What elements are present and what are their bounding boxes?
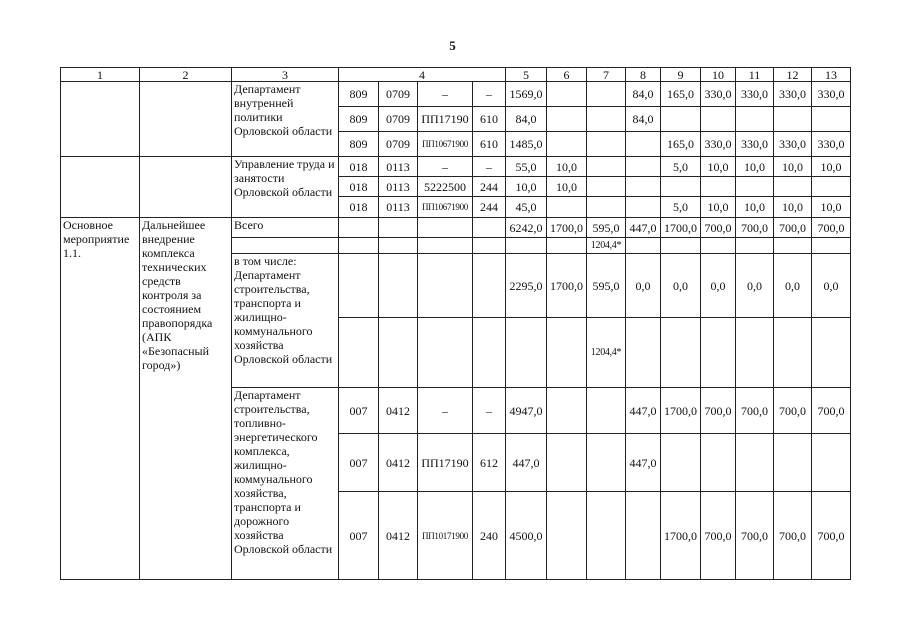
value-cell: 10,0 [812,157,851,177]
code-cell: 0412 [379,434,418,492]
code-cell: 0709 [379,107,418,132]
code-cell: ПП10171900 [418,492,473,580]
executor-name: Департамент внутренней политики Орловской области [232,82,339,157]
header-cell: 13 [812,68,851,82]
code-cell: 244 [473,197,506,218]
value-cell: 10,0 [774,197,812,218]
value-cell: 10,0 [701,197,736,218]
value-cell [547,132,587,157]
value-cell: 700,0 [812,388,851,434]
value-cell: 1700,0 [547,218,587,238]
code-cell: 809 [339,82,379,107]
value-cell: 165,0 [661,132,701,157]
empty-cell [701,238,736,254]
value-cell: 84,0 [626,82,661,107]
value-cell: 0,0 [812,254,851,318]
header-cell: 6 [547,68,587,82]
code-cell: 809 [339,107,379,132]
value-cell: 10,0 [506,177,547,197]
empty-cell [473,238,506,254]
value-cell: 5,0 [661,157,701,177]
value-cell [547,492,587,580]
value-cell: 5,0 [661,197,701,218]
value-cell: 84,0 [506,107,547,132]
empty-cell [626,238,661,254]
empty-cell [812,238,851,254]
value-cell [547,197,587,218]
value-cell [812,107,851,132]
header-cell: 9 [661,68,701,82]
value-cell: 700,0 [701,388,736,434]
value-cell: 330,0 [774,82,812,107]
empty-cell [701,318,736,388]
empty-cell [812,318,851,388]
empty-cell [140,82,232,157]
value-cell: 700,0 [812,492,851,580]
empty-cell [140,157,232,218]
value-cell [587,157,626,177]
code-cell: – [473,388,506,434]
header-cell: 1 [61,68,140,82]
code-cell: – [418,388,473,434]
value-cell: 10,0 [547,157,587,177]
value-cell [661,107,701,132]
value-cell [587,177,626,197]
empty-cell [626,318,661,388]
value-cell: 595,0 [587,254,626,318]
empty-cell [418,318,473,388]
header-cell: 4 [339,68,506,82]
value-cell [587,388,626,434]
value-cell: 1569,0 [506,82,547,107]
value-cell [587,132,626,157]
header-cell: 8 [626,68,661,82]
value-cell: 330,0 [701,132,736,157]
code-cell: 5222500 [418,177,473,197]
value-cell: 1485,0 [506,132,547,157]
value-cell [587,107,626,132]
value-cell: 330,0 [736,82,774,107]
value-cell [812,177,851,197]
budget-table [60,67,887,580]
value-cell: 165,0 [661,82,701,107]
value-cell [701,434,736,492]
value-cell: 447,0 [626,434,661,492]
header-cell: 5 [506,68,547,82]
value-cell: 10,0 [736,157,774,177]
value-cell [774,107,812,132]
code-cell: 610 [473,107,506,132]
value-cell [587,82,626,107]
footnote-value: 1204,4* [587,238,626,254]
value-cell: 447,0 [506,434,547,492]
table-row [61,157,887,177]
value-cell: 700,0 [736,388,774,434]
value-cell: 700,0 [701,218,736,238]
value-cell [587,434,626,492]
value-cell: 0,0 [774,254,812,318]
value-cell: 84,0 [626,107,661,132]
value-cell [547,434,587,492]
value-cell: 595,0 [587,218,626,238]
value-cell [701,177,736,197]
empty-cell [418,238,473,254]
empty-cell [379,254,418,318]
value-cell [626,157,661,177]
value-cell [661,177,701,197]
value-cell: 10,0 [701,157,736,177]
empty-cell [418,254,473,318]
empty-cell [61,157,140,218]
value-cell [661,434,701,492]
value-cell: 0,0 [661,254,701,318]
empty-cell [736,238,774,254]
value-cell [587,492,626,580]
value-cell: 700,0 [774,218,812,238]
empty-cell [339,218,379,238]
value-cell: 45,0 [506,197,547,218]
value-cell: 0,0 [736,254,774,318]
empty-cell [339,238,379,254]
empty-cell [379,318,418,388]
header-cell: 3 [232,68,339,82]
empty-cell [339,318,379,388]
code-cell: – [418,82,473,107]
empty-cell [473,254,506,318]
code-cell: – [473,82,506,107]
empty-cell [232,238,339,254]
empty-cell [339,254,379,318]
code-cell: – [418,157,473,177]
value-cell [626,492,661,580]
code-cell: – [473,157,506,177]
value-cell: 6242,0 [506,218,547,238]
empty-cell [547,318,587,388]
value-cell [774,177,812,197]
value-cell: 700,0 [701,492,736,580]
empty-cell [547,238,587,254]
value-cell [587,197,626,218]
value-cell [701,107,736,132]
value-cell: 10,0 [812,197,851,218]
header-cell: 7 [587,68,626,82]
value-cell: 447,0 [626,388,661,434]
code-cell: 007 [339,492,379,580]
empty-cell [774,318,812,388]
value-cell: 55,0 [506,157,547,177]
empty-cell [418,218,473,238]
value-cell [812,434,851,492]
value-cell: 700,0 [774,388,812,434]
empty-cell [661,238,701,254]
code-cell: 809 [339,132,379,157]
code-cell: ПП17190 [418,434,473,492]
value-cell: 1700,0 [547,254,587,318]
value-cell: 1700,0 [661,388,701,434]
value-cell: 10,0 [736,197,774,218]
value-cell: 0,0 [701,254,736,318]
value-cell: 447,0 [626,218,661,238]
value-cell [736,434,774,492]
value-cell [547,82,587,107]
value-cell: 700,0 [736,218,774,238]
empty-cell [473,218,506,238]
code-cell: 0113 [379,197,418,218]
empty-cell [506,318,547,388]
value-cell: 700,0 [774,492,812,580]
measure-title: Основное мероприятие 1.1. [61,218,140,580]
empty-cell [61,82,140,157]
code-cell: 007 [339,434,379,492]
code-cell: 007 [339,388,379,434]
code-cell: ПП17190 [418,107,473,132]
value-cell: 330,0 [736,132,774,157]
value-cell: 700,0 [812,218,851,238]
footnote-value: 1204,4* [587,318,626,388]
code-cell: ПП10671900 [418,132,473,157]
code-cell: 0113 [379,177,418,197]
value-cell: 700,0 [736,492,774,580]
value-cell [626,177,661,197]
value-cell [736,107,774,132]
empty-cell [736,318,774,388]
value-cell [626,197,661,218]
header-cell: 12 [774,68,812,82]
total-label: Всего [232,218,339,238]
header-row [61,68,887,82]
value-cell: 330,0 [774,132,812,157]
code-cell: 0709 [379,132,418,157]
executor-name: Управление труда и занятости Орловской области [232,157,339,218]
value-cell: 0,0 [626,254,661,318]
value-cell: 2295,0 [506,254,547,318]
value-cell: 330,0 [701,82,736,107]
empty-cell [774,238,812,254]
table-row [61,82,887,107]
code-cell: 240 [473,492,506,580]
value-cell: 1700,0 [661,492,701,580]
header-cell: 10 [701,68,736,82]
empty-cell [379,238,418,254]
header-cell: 2 [140,68,232,82]
code-cell: 610 [473,132,506,157]
value-cell: 4947,0 [506,388,547,434]
code-cell: 018 [339,197,379,218]
value-cell: 4500,0 [506,492,547,580]
value-cell: 10,0 [547,177,587,197]
value-cell [547,388,587,434]
empty-cell [661,318,701,388]
executor-name: в том числе: Департамент строительства, транспорта и жилищно-коммунального хозяйства Орловской области [232,254,339,388]
code-cell: 018 [339,157,379,177]
value-cell [736,177,774,197]
value-cell [774,434,812,492]
code-cell: 0709 [379,82,418,107]
code-cell: 244 [473,177,506,197]
value-cell: 330,0 [812,82,851,107]
value-cell [626,132,661,157]
code-cell: 0412 [379,492,418,580]
code-cell: 0412 [379,388,418,434]
empty-cell [379,218,418,238]
value-cell: 1700,0 [661,218,701,238]
executor-name: Департамент строительства, топливно-энергетического комплекса, жилищно-коммунального хозяйства, транспорта и дорожного хозяйства Орловской области [232,388,339,580]
empty-cell [473,318,506,388]
code-cell: 018 [339,177,379,197]
header-cell: 11 [736,68,774,82]
code-cell: 0113 [379,157,418,177]
code-cell: ПП10671900 [418,197,473,218]
empty-cell [506,238,547,254]
code-cell: 612 [473,434,506,492]
measure-description: Дальнейшее внедрение комплекса технических средств контроля за состоянием правопорядка (АПК «Безопасный город») [140,218,232,580]
value-cell: 330,0 [812,132,851,157]
value-cell: 10,0 [774,157,812,177]
value-cell [547,107,587,132]
table-row [61,218,887,238]
page-number: 5 [449,38,456,53]
